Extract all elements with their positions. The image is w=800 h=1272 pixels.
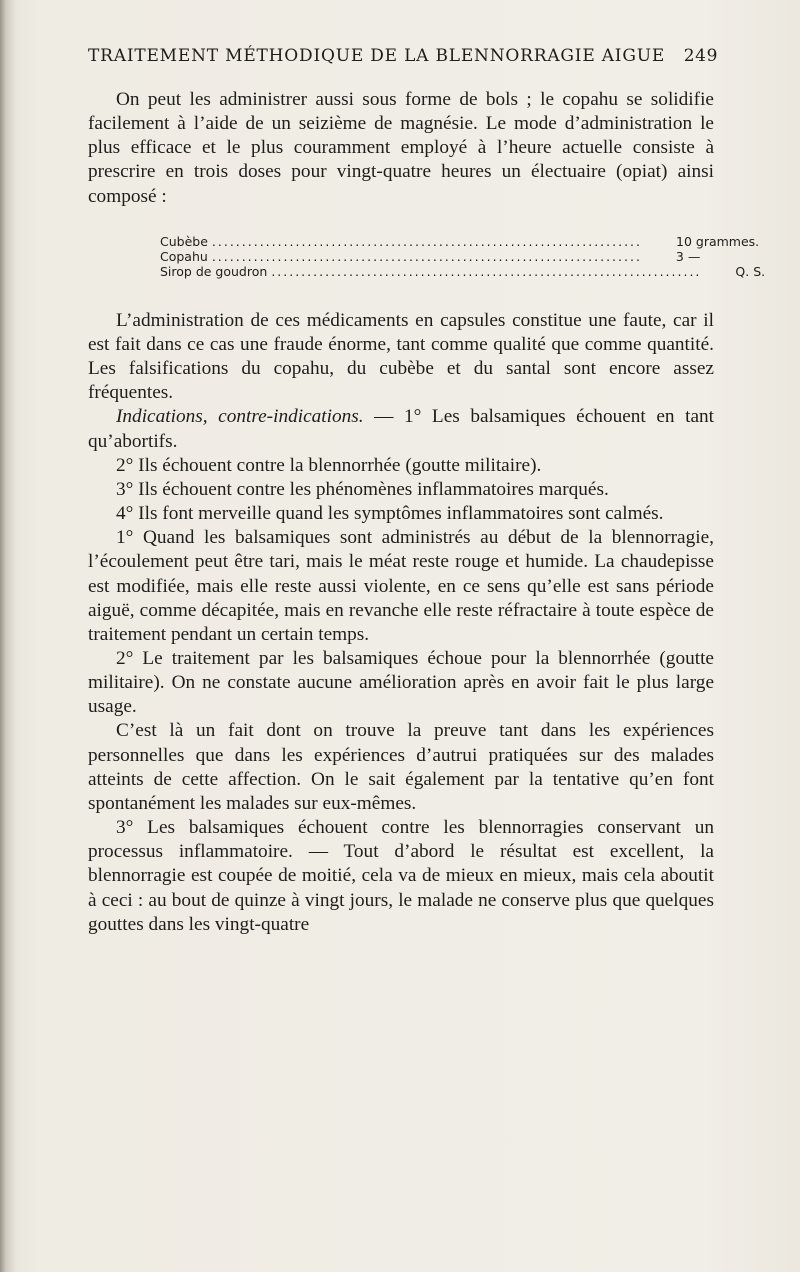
paragraph-blennorrhee: 2° Le traitement par les balsamiques échoue pour la blennorrhée (goutte militaire). On ne constate aucune amélioration après en avoir fait le plus large usage. [88, 647, 714, 718]
paragraph-processus: 3° Les balsamiques échouent contre les blennorragies conservant un processus inflammatoire. — Tout d’abord le résultat est excellent, la blennorragie est coupée de moitié, cela va de mieux en mieux, mais cela aboutit à ceci : au bout de quinze à vingt jours, le malade ne conserve plus que quelques gouttes dans les vingt-quatre [88, 817, 714, 935]
paragraph-indications [88, 405, 714, 453]
leader-dots: ........................................................................ [211, 233, 642, 249]
running-header [88, 46, 718, 66]
indications-text: — 1° Les balsamiques échouent en tant qu’abortifs. [88, 406, 714, 452]
leader-dots: ........................................................................ [211, 248, 642, 264]
paragraph-capsules: L’administration de ces médicaments en capsules constitue une faute, car il est fait dans ce cas une fraude énorme, tant comme qualité que comme quantité. Les falsifications du copahu, du cubèbe et du santal sont encore assez fréquentes. [88, 309, 714, 404]
indications-heading: Indications, [116, 406, 208, 428]
recipe-ingredient: Sirop de goudron [160, 263, 268, 279]
recipe-quantity: 3 — [675, 248, 701, 264]
paragraph-point-2: 2° Ils échouent contre la blennorrhée (goutte militaire). [116, 454, 542, 476]
page-number: 249 [683, 46, 718, 66]
paragraph-experiences: C’est là un fait dont on trouve la preuve tant dans les expériences personnelles que dans les expériences d’autrui pratiquées sur des malades atteints de cette affection. On le sait également par la tentative qu’en font spontanément les malades sur eux-mêmes. [88, 720, 714, 814]
paragraph-bols: On peut les administrer aussi sous forme de bols ; le copahu se solidifie facilement à l’aide de un seizième de magnésie. Le mode d’administration le plus efficace et le plus couramment employé à l’heure actuelle consiste à prescrire en trois doses pour vingt-quatre heures un électuaire (opiat) ainsi composé : [88, 89, 714, 207]
recipe-row [160, 248, 701, 264]
running-title: TRAITEMENT MÉTHODIQUE DE LA BLENNORRAGIE AIGUE [88, 46, 666, 66]
recipe-row [160, 263, 766, 279]
recipe-ingredient: Cubèbe [160, 233, 208, 249]
recipe-quantity: Q. S. [735, 263, 766, 279]
page-body [88, 88, 766, 937]
leader-dots: ........................................................................ [271, 263, 702, 279]
paragraph-point-3: 3° Ils échouent contre les phénomènes inflammatoires marqués. [116, 478, 609, 500]
contre-indications-heading: contre-indications. [218, 406, 364, 428]
recipe-quantity: 10 grammes. [676, 233, 760, 249]
paragraph-point-4: 4° Ils font merveille quand les symptômes inflammatoires sont calmés. [116, 503, 664, 525]
recipe-table [160, 233, 766, 279]
recipe-row [160, 233, 760, 249]
recipe-ingredient: Copahu [160, 248, 208, 264]
paragraph-debut: 1° Quand les balsamiques sont administrés au début de la blennorragie, l’écoulement peut être tari, mais le méat reste rouge et humide. La chaudepisse est modifiée, mais elle reste aussi violente, en ce sens qu’elle est sans période aiguë, comme décapitée, mais en revanche elle reste réfractaire à toute espèce de traitement pendant un certain temps. [88, 527, 714, 645]
